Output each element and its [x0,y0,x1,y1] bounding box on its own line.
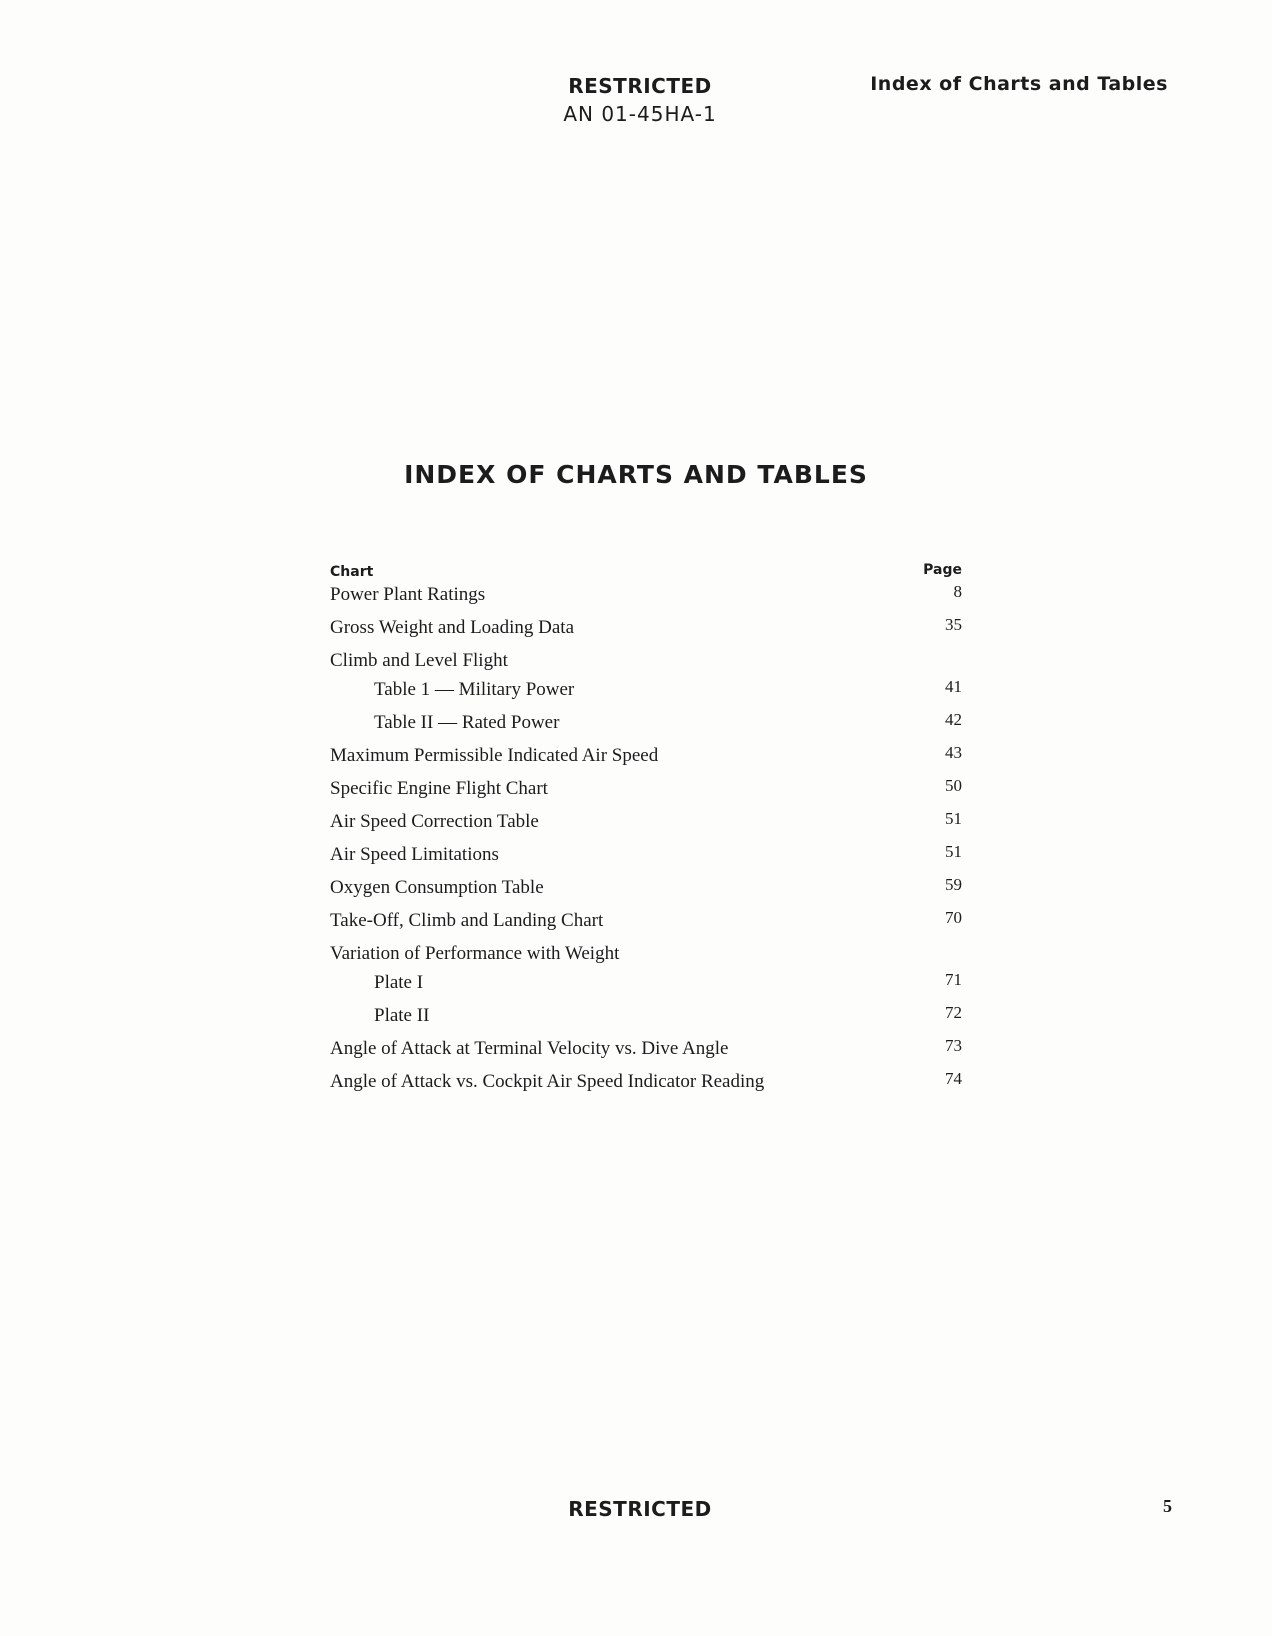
index-table [330,560,962,1104]
document-number: AN 01-45HA-1 [563,102,717,126]
entry-label: Oxygen Consumption Table [330,877,544,898]
entry-label: Plate I [374,972,424,993]
entry-label: Air Speed Correction Table [330,811,539,832]
entry-label: Table II — Rated Power [374,712,560,733]
entry-label: Climb and Level Flight [330,650,508,671]
entry-label: Power Plant Ratings [330,584,486,605]
entry-page: 73 [945,1036,962,1055]
index-subentry [330,1005,962,1038]
entry-page: 59 [945,875,962,894]
index-subentry [330,712,962,745]
index-entry [330,1038,962,1071]
entry-page: 51 [945,842,962,861]
entry-page: 72 [945,1003,962,1022]
entry-page: 71 [945,970,962,989]
entry-page: 51 [945,809,962,828]
index-entry [330,745,962,778]
page-column-header: Page [923,562,962,578]
entry-label: Variation of Performance with Weight [330,943,620,964]
index-subentry [330,679,962,712]
index-entry [330,584,962,617]
entry-page: 70 [945,908,962,927]
index-entry-group [330,650,962,679]
entry-page: 8 [953,582,962,601]
section-title: Index of Charts and Tables [870,73,1168,95]
entry-label: Specific Engine Flight Chart [330,778,548,799]
page-title: INDEX OF CHARTS AND TABLES [404,460,868,489]
entry-page: 50 [945,776,962,795]
index-entry [330,811,962,844]
entry-page: 74 [945,1069,962,1088]
index-entry [330,844,962,877]
index-entry [330,617,962,650]
entry-label: Take-Off, Climb and Landing Chart [330,910,604,931]
index-entry [330,877,962,910]
entry-label: Gross Weight and Loading Data [330,617,575,638]
index-entry [330,778,962,811]
column-headers [330,560,962,584]
index-subentry [330,972,962,1005]
entry-page: 35 [945,615,962,634]
entry-page: 42 [945,710,962,729]
index-entry [330,910,962,943]
entry-page: 41 [945,677,962,696]
entry-page: 43 [945,743,962,762]
entry-label: Angle of Attack at Terminal Velocity vs. Dive Angle [330,1038,729,1059]
page-number: 5 [1163,1496,1172,1516]
header-classification: RESTRICTED [568,74,712,98]
entry-label: Air Speed Limitations [330,844,499,865]
chart-column-header: Chart [330,564,374,580]
index-entry [330,1071,962,1104]
entry-label: Table 1 — Military Power [374,679,575,700]
entry-label: Plate II [374,1005,430,1026]
index-entry-group [330,943,962,972]
footer-classification: RESTRICTED [568,1497,712,1521]
entry-label: Maximum Permissible Indicated Air Speed [330,745,659,766]
entry-label: Angle of Attack vs. Cockpit Air Speed Indicator Reading [330,1071,765,1092]
